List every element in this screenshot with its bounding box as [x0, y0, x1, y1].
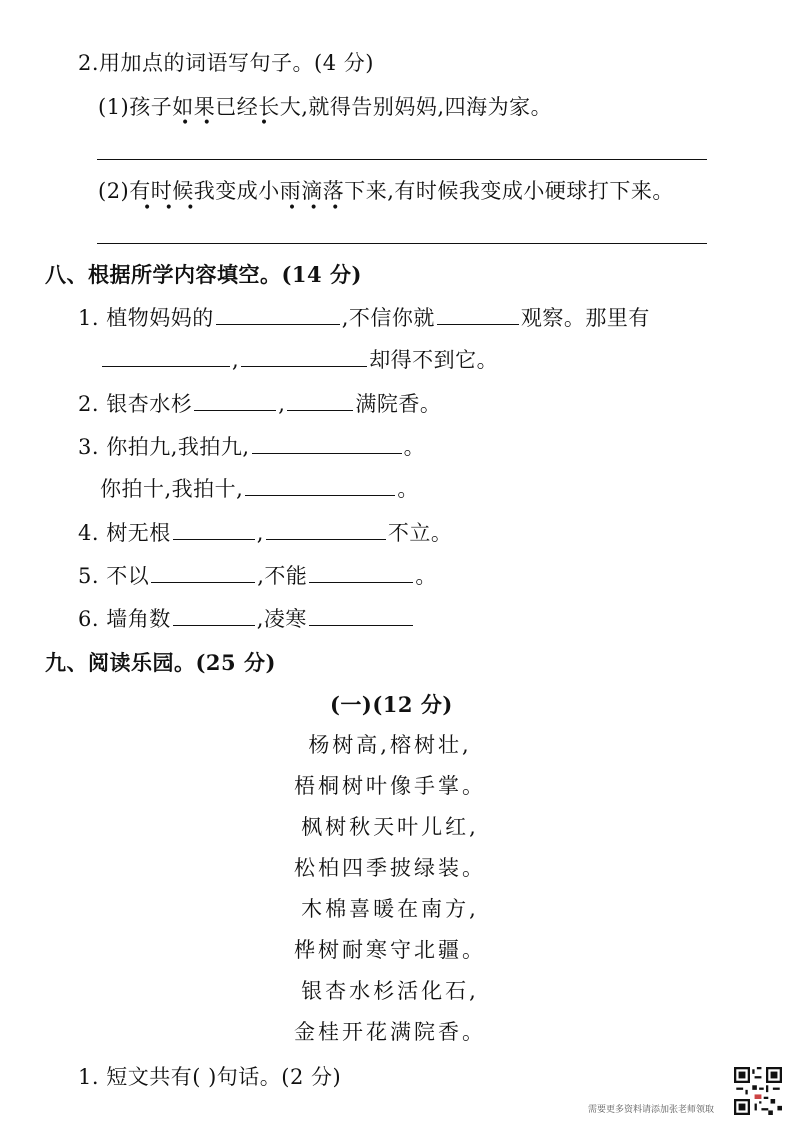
poem-line-4: 松柏四季披绿装。 [294, 856, 486, 880]
poem-line-6: 桦树耐寒守北疆。 [294, 938, 486, 962]
blank-8-1-c[interactable] [102, 346, 230, 367]
q8-4-text-a: 4. 树无根 [78, 521, 171, 545]
question-8-5 [78, 561, 437, 591]
blank-8-1-d[interactable] [241, 346, 367, 367]
blank-8-1-b[interactable] [437, 304, 519, 325]
question-8-3-line-1 [78, 432, 425, 462]
blank-8-6-b[interactable] [309, 605, 413, 626]
blank-8-6-a[interactable] [173, 605, 255, 626]
q8-3-end-b: 。 [397, 477, 419, 501]
q8-4-text-b: , [256, 521, 264, 545]
q8-2-text-a: 2. 银杏水杉 [78, 392, 193, 416]
q8-1-text-d: , [232, 348, 240, 372]
q8-1-text-e: 却得不到它。 [369, 348, 499, 372]
question-7-2-title: 2.用加点的词语写句子。(4 分) [78, 51, 374, 75]
q8-3-text-b: 你拍十,我拍十, [100, 477, 244, 501]
q8-4-text-c: 不立。 [387, 521, 453, 545]
q8-1-text-b: ,不信你就 [341, 306, 435, 330]
question-8-6 [78, 604, 415, 634]
question-8-2 [78, 389, 441, 419]
blank-8-5-b[interactable] [309, 562, 413, 583]
qr-code-icon [734, 1067, 782, 1115]
emphasis-dots-1: • • • [181, 115, 269, 131]
question-9-1: 1. 短文共有( )句话。(2 分) [78, 1065, 342, 1089]
poem-line-2: 梧桐树叶像手掌。 [294, 774, 486, 798]
q8-3-text-a: 3. 你拍九,我拍九, [78, 435, 250, 459]
emphasis-dots-2: • • • • • • [143, 200, 340, 216]
q8-2-text-c: 满院香。 [355, 392, 442, 416]
sentence-1: (1)孩子如果已经长大,就得告别妈妈,四海为家。 [98, 95, 553, 119]
blank-8-4-b[interactable] [266, 519, 386, 540]
q8-6-text-a: 6. 墙角数 [78, 607, 171, 631]
q8-5-text-c: 。 [415, 564, 437, 588]
blank-8-3-a[interactable] [252, 433, 402, 454]
blank-8-4-a[interactable] [173, 519, 255, 540]
blank-8-1-a[interactable] [216, 304, 340, 325]
poem-line-1: 杨树高,榕树壮, [308, 733, 472, 757]
poem-line-5: 木棉喜暖在南方, [301, 897, 479, 921]
question-8-1-line-1 [78, 303, 650, 333]
q8-3-end-a: 。 [403, 435, 426, 459]
blank-8-2-a[interactable] [194, 390, 276, 411]
q8-2-text-b: , [278, 392, 286, 416]
q8-1-text-c: 观察。那里有 [520, 306, 650, 330]
q8-5-text-b: ,不能 [257, 564, 308, 588]
blank-8-2-b[interactable] [287, 390, 353, 411]
sentence-2: (2)有时候我变成小雨滴落下来,有时候我变成小硬球打下来。 [98, 179, 674, 203]
section-8-heading: 八、根据所学内容填空。(14 分) [45, 262, 362, 287]
poem-line-7: 银杏水杉活化石, [301, 979, 479, 1003]
blank-8-3-b[interactable] [245, 475, 395, 496]
question-8-3-line-2 [100, 474, 419, 504]
blank-8-5-a[interactable] [151, 562, 255, 583]
q8-5-text-a: 5. 不以 [78, 564, 150, 588]
q8-6-text-b: ,凌寒 [256, 607, 307, 631]
footer-note: 需要更多资料请添加张老师领取 [588, 1105, 715, 1115]
poem-line-8: 金桂开花满院香。 [294, 1020, 486, 1044]
question-8-1-line-2 [100, 345, 498, 375]
reading-part-title: (一)(12 分) [330, 692, 453, 717]
answer-line-2[interactable] [97, 243, 707, 244]
section-9-heading: 九、阅读乐园。(25 分) [45, 650, 276, 675]
question-8-4 [78, 518, 452, 548]
poem-line-3: 枫树秋天叶儿红, [301, 815, 479, 839]
q8-1-text-a: 1. 植物妈妈的 [78, 306, 214, 330]
answer-line-1[interactable] [97, 159, 707, 160]
